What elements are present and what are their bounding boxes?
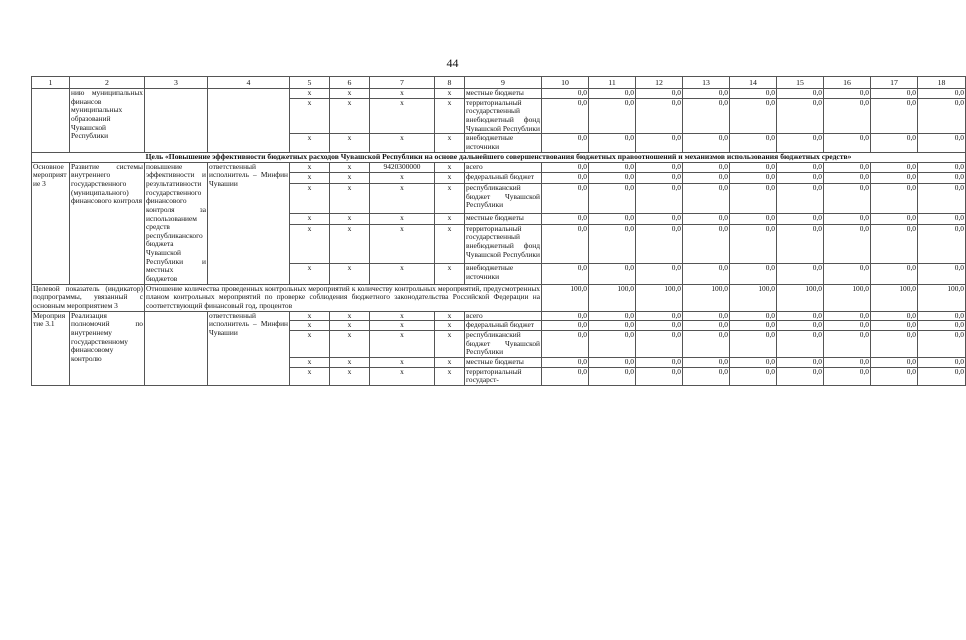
- indicator-value: 100,0: [871, 284, 918, 311]
- value-cell: 0,0: [636, 264, 683, 284]
- indicator-value: 100,0: [918, 284, 966, 311]
- x-mark: x: [330, 173, 370, 184]
- x-mark: x: [290, 162, 330, 173]
- col3-empty: [145, 89, 208, 153]
- x-mark: x: [290, 311, 330, 321]
- value-cell: 0,0: [918, 184, 966, 214]
- x-mark: x: [330, 311, 370, 321]
- value-cell: 0,0: [777, 173, 824, 184]
- x-mark: x: [290, 331, 330, 358]
- value-cell: 0,0: [683, 98, 730, 134]
- funding-source: территориальный государственный внебюджетный фонд Чувашской Республики: [465, 224, 542, 264]
- value-cell: 0,0: [636, 358, 683, 368]
- x-mark: x: [435, 331, 465, 358]
- value-cell: 0,0: [871, 331, 918, 358]
- budget-code: 9420300000: [370, 162, 435, 173]
- x-mark: x: [330, 264, 370, 284]
- x-mark: x: [370, 367, 435, 385]
- value-cell: 0,0: [589, 358, 636, 368]
- executor: ответственный исполнитель – Минфин Чувашии: [208, 311, 290, 385]
- funding-source: внебюджетные источники: [465, 264, 542, 284]
- value-cell: 0,0: [683, 321, 730, 331]
- funding-source: всего: [465, 311, 542, 321]
- value-cell: 0,0: [871, 224, 918, 264]
- funding-source: федеральный бюджет: [465, 321, 542, 331]
- x-mark: x: [370, 224, 435, 264]
- x-mark: x: [330, 184, 370, 214]
- goal-heading: Цель «Повышение эффективности бюджетных расходов Чувашской Республики на основе дальнейшего совершенствования бюджетных правоотношений и механизмов использования бюджетных средств»: [32, 152, 966, 162]
- funding-source: республиканский бюджет Чувашской Республики: [465, 184, 542, 214]
- x-mark: x: [370, 98, 435, 134]
- x-mark: x: [290, 321, 330, 331]
- table-row: [32, 162, 966, 173]
- header-cell: 11: [589, 77, 636, 89]
- indicator-value: 100,0: [589, 284, 636, 311]
- value-cell: 0,0: [777, 162, 824, 173]
- x-mark: x: [435, 98, 465, 134]
- x-mark: x: [435, 311, 465, 321]
- x-mark: x: [330, 134, 370, 152]
- value-cell: 0,0: [542, 214, 589, 225]
- measure-name: нию муниципальных финансов муниципальных образований Чувашской Республики: [70, 89, 145, 153]
- value-cell: 0,0: [683, 173, 730, 184]
- value-cell: 0,0: [542, 321, 589, 331]
- value-cell: 0,0: [589, 311, 636, 321]
- indicator-value: 100,0: [824, 284, 871, 311]
- header-cell: 3: [145, 77, 208, 89]
- value-cell: 0,0: [918, 134, 966, 152]
- x-mark: x: [435, 321, 465, 331]
- value-cell: 0,0: [542, 89, 589, 99]
- value-cell: 0,0: [589, 134, 636, 152]
- x-mark: x: [435, 162, 465, 173]
- measure-name: Реализация полномочий по внутреннему государственному финансовому контролю: [70, 311, 145, 385]
- value-cell: 0,0: [542, 358, 589, 368]
- x-mark: x: [330, 321, 370, 331]
- measure-label: Мероприятие 3.1: [32, 311, 70, 385]
- value-cell: 0,0: [730, 331, 777, 358]
- indicator-value: 100,0: [730, 284, 777, 311]
- value-cell: 0,0: [730, 367, 777, 385]
- value-cell: 0,0: [636, 162, 683, 173]
- value-cell: 0,0: [918, 321, 966, 331]
- value-cell: 0,0: [589, 162, 636, 173]
- value-cell: 0,0: [871, 214, 918, 225]
- header-cell: 4: [208, 77, 290, 89]
- value-cell: 0,0: [871, 162, 918, 173]
- value-cell: 0,0: [542, 173, 589, 184]
- value-cell: 0,0: [777, 358, 824, 368]
- value-cell: 0,0: [824, 358, 871, 368]
- value-cell: 0,0: [730, 264, 777, 284]
- value-cell: 0,0: [636, 184, 683, 214]
- x-mark: x: [290, 184, 330, 214]
- value-cell: 0,0: [589, 264, 636, 284]
- value-cell: 0,0: [824, 173, 871, 184]
- value-cell: 0,0: [918, 264, 966, 284]
- value-cell: 0,0: [636, 173, 683, 184]
- value-cell: 0,0: [871, 367, 918, 385]
- value-cell: 0,0: [542, 311, 589, 321]
- x-mark: x: [330, 358, 370, 368]
- main-measure-label: Основное мероприятие 3: [32, 162, 70, 284]
- value-cell: 0,0: [730, 162, 777, 173]
- value-cell: 0,0: [636, 98, 683, 134]
- value-cell: 0,0: [777, 331, 824, 358]
- value-cell: 0,0: [542, 367, 589, 385]
- header-cell: 18: [918, 77, 966, 89]
- value-cell: 0,0: [871, 184, 918, 214]
- value-cell: 0,0: [730, 173, 777, 184]
- header-row: [32, 77, 966, 89]
- value-cell: 0,0: [777, 98, 824, 134]
- x-mark: x: [370, 214, 435, 225]
- x-mark: x: [290, 224, 330, 264]
- value-cell: 0,0: [730, 358, 777, 368]
- x-mark: x: [370, 311, 435, 321]
- value-cell: 0,0: [730, 89, 777, 99]
- header-cell: 9: [465, 77, 542, 89]
- value-cell: 0,0: [683, 184, 730, 214]
- col4-empty: [208, 89, 290, 153]
- value-cell: 0,0: [777, 214, 824, 225]
- x-mark: x: [330, 331, 370, 358]
- x-mark: x: [370, 173, 435, 184]
- value-cell: 0,0: [918, 89, 966, 99]
- value-cell: 0,0: [777, 89, 824, 99]
- value-cell: 0,0: [871, 321, 918, 331]
- indicator-value: 100,0: [777, 284, 824, 311]
- value-cell: 0,0: [589, 184, 636, 214]
- x-mark: x: [435, 358, 465, 368]
- value-cell: 0,0: [777, 184, 824, 214]
- funding-source: территориальный государственный внебюджетный фонд Чувашской Республики: [466, 97, 540, 133]
- value-cell: 0,0: [730, 98, 777, 134]
- header-cell: 5: [290, 77, 330, 89]
- x-mark: x: [370, 358, 435, 368]
- value-cell: 0,0: [918, 162, 966, 173]
- value-cell: 0,0: [918, 311, 966, 321]
- header-cell: 14: [730, 77, 777, 89]
- x-mark: x: [435, 184, 465, 214]
- x-mark: x: [290, 264, 330, 284]
- header-cell: 17: [871, 77, 918, 89]
- x-mark: x: [435, 224, 465, 264]
- funding-source: местные бюджеты: [465, 89, 542, 99]
- page-number: 44: [446, 56, 459, 70]
- x-mark: x: [370, 264, 435, 284]
- value-cell: 0,0: [589, 173, 636, 184]
- funding-source: федеральный бюджет: [465, 173, 542, 184]
- value-cell: 0,0: [824, 162, 871, 173]
- value-cell: 0,0: [589, 367, 636, 385]
- value-cell: 0,0: [824, 214, 871, 225]
- value-cell: 0,0: [589, 321, 636, 331]
- value-cell: 0,0: [918, 331, 966, 358]
- value-cell: 0,0: [589, 331, 636, 358]
- value-cell: 0,0: [918, 358, 966, 368]
- value-cell: 0,0: [683, 162, 730, 173]
- value-cell: 0,0: [871, 89, 918, 99]
- value-cell: 0,0: [871, 311, 918, 321]
- value-cell: 0,0: [636, 321, 683, 331]
- indicator-label: Целевой показатель (индикатор) подпрограммы, увязанный с основным мероприятием 3: [33, 283, 143, 311]
- value-cell: 0,0: [730, 184, 777, 214]
- value-cell: 0,0: [683, 264, 730, 284]
- value-cell: 0,0: [824, 331, 871, 358]
- funding-source: местные бюджеты: [465, 214, 542, 225]
- value-cell: 0,0: [589, 224, 636, 264]
- x-mark: x: [370, 321, 435, 331]
- value-cell: 0,0: [777, 367, 824, 385]
- value-cell: 0,0: [589, 214, 636, 225]
- x-mark: x: [370, 89, 435, 99]
- value-cell: 0,0: [918, 367, 966, 385]
- x-mark: x: [435, 173, 465, 184]
- x-mark: x: [290, 367, 330, 385]
- header-cell: 10: [542, 77, 589, 89]
- value-cell: 0,0: [636, 214, 683, 225]
- value-cell: 0,0: [871, 134, 918, 152]
- x-mark: x: [330, 367, 370, 385]
- x-mark: x: [435, 367, 465, 385]
- value-cell: 0,0: [777, 321, 824, 331]
- value-cell: 0,0: [683, 214, 730, 225]
- value-cell: 0,0: [824, 264, 871, 284]
- value-cell: 0,0: [636, 367, 683, 385]
- x-mark: x: [290, 98, 330, 134]
- value-cell: 0,0: [730, 321, 777, 331]
- value-cell: 0,0: [824, 134, 871, 152]
- funding-source: внебюджетные источники: [465, 134, 542, 152]
- value-cell: 0,0: [777, 311, 824, 321]
- value-cell: 0,0: [542, 331, 589, 358]
- value-cell: 0,0: [589, 89, 636, 99]
- value-cell: 0,0: [824, 98, 871, 134]
- x-mark: x: [330, 98, 370, 134]
- x-mark: x: [290, 89, 330, 99]
- value-cell: 0,0: [730, 224, 777, 264]
- value-cell: 0,0: [824, 367, 871, 385]
- x-mark: x: [370, 134, 435, 152]
- header-cell: 13: [683, 77, 730, 89]
- header-cell: 16: [824, 77, 871, 89]
- value-cell: 0,0: [918, 224, 966, 264]
- x-mark: x: [330, 224, 370, 264]
- value-cell: 0,0: [730, 214, 777, 225]
- value-cell: 0,0: [542, 184, 589, 214]
- executor: ответственный исполнитель – Минфин Чувашии: [208, 162, 290, 284]
- main-measure-name: Развитие системы внутреннего государственного (муниципального) финансового контроля: [70, 162, 145, 284]
- value-cell: 0,0: [542, 264, 589, 284]
- budget-table: [31, 76, 966, 386]
- value-cell: 0,0: [589, 98, 636, 134]
- header-cell: 12: [636, 77, 683, 89]
- x-mark: x: [290, 173, 330, 184]
- value-cell: 0,0: [730, 311, 777, 321]
- value-cell: 0,0: [636, 134, 683, 152]
- funding-source: всего: [465, 162, 542, 173]
- value-cell: 0,0: [871, 173, 918, 184]
- indicator-row: [32, 284, 966, 311]
- header-cell: 2: [70, 77, 145, 89]
- col1-empty: [32, 89, 70, 153]
- x-mark: x: [330, 214, 370, 225]
- value-cell: 0,0: [636, 89, 683, 99]
- value-cell: 0,0: [542, 224, 589, 264]
- value-cell: 0,0: [683, 331, 730, 358]
- value-cell: 0,0: [683, 311, 730, 321]
- x-mark: x: [330, 162, 370, 173]
- table-row: [32, 89, 966, 99]
- value-cell: 0,0: [542, 162, 589, 173]
- x-mark: x: [435, 214, 465, 225]
- x-mark: x: [290, 134, 330, 152]
- value-cell: 0,0: [542, 98, 589, 134]
- value-cell: 0,0: [683, 224, 730, 264]
- header-cell: 8: [435, 77, 465, 89]
- value-cell: 0,0: [730, 134, 777, 152]
- value-cell: 0,0: [683, 367, 730, 385]
- x-mark: x: [435, 89, 465, 99]
- value-cell: 0,0: [777, 264, 824, 284]
- value-cell: 0,0: [918, 98, 966, 134]
- value-cell: 0,0: [871, 264, 918, 284]
- x-mark: x: [435, 264, 465, 284]
- x-mark: x: [330, 89, 370, 99]
- value-cell: 0,0: [777, 224, 824, 264]
- value-cell: 0,0: [824, 311, 871, 321]
- value-cell: 0,0: [636, 331, 683, 358]
- x-mark: x: [435, 134, 465, 152]
- indicator-text: Отношение количества проведенных контрольных мероприятий к количеству контрольных мероприятий, предусмотренных планом контрольных мероприятий по проверке соблюдения бюджетного законодательства Российской Федерации на соответствующий финансовый год, процентов: [146, 283, 540, 311]
- value-cell: 0,0: [824, 321, 871, 331]
- value-cell: 0,0: [918, 173, 966, 184]
- x-mark: x: [370, 184, 435, 214]
- indicator-value: 100,0: [542, 284, 589, 311]
- x-mark: x: [290, 214, 330, 225]
- header-cell: 7: [370, 77, 435, 89]
- header-cell: 1: [32, 77, 70, 89]
- value-cell: 0,0: [824, 89, 871, 99]
- value-cell: 0,0: [824, 224, 871, 264]
- header-cell: 15: [777, 77, 824, 89]
- indicator-value: 100,0: [683, 284, 730, 311]
- value-cell: 0,0: [824, 184, 871, 214]
- indicator-value: 100,0: [636, 284, 683, 311]
- funding-source: территориальный государст-: [465, 367, 542, 385]
- funding-source: местные бюджеты: [465, 358, 542, 368]
- goal-row: [32, 152, 966, 162]
- value-cell: 0,0: [636, 224, 683, 264]
- col3-empty: [145, 311, 208, 385]
- value-cell: 0,0: [636, 311, 683, 321]
- x-mark: x: [370, 331, 435, 358]
- value-cell: 0,0: [918, 214, 966, 225]
- value-cell: 0,0: [871, 98, 918, 134]
- value-cell: 0,0: [871, 358, 918, 368]
- value-cell: 0,0: [683, 134, 730, 152]
- value-cell: 0,0: [683, 358, 730, 368]
- x-mark: x: [290, 358, 330, 368]
- value-cell: 0,0: [683, 89, 730, 99]
- header-cell: 6: [330, 77, 370, 89]
- expected-result: повышение эффективности и результативности государственного финансового контроля за использованием средств республиканского бюджета Чувашской Республики и местных бюджетов: [146, 161, 206, 284]
- value-cell: 0,0: [542, 134, 589, 152]
- value-cell: 0,0: [777, 134, 824, 152]
- funding-source: республиканский бюджет Чувашской Республики: [466, 330, 540, 357]
